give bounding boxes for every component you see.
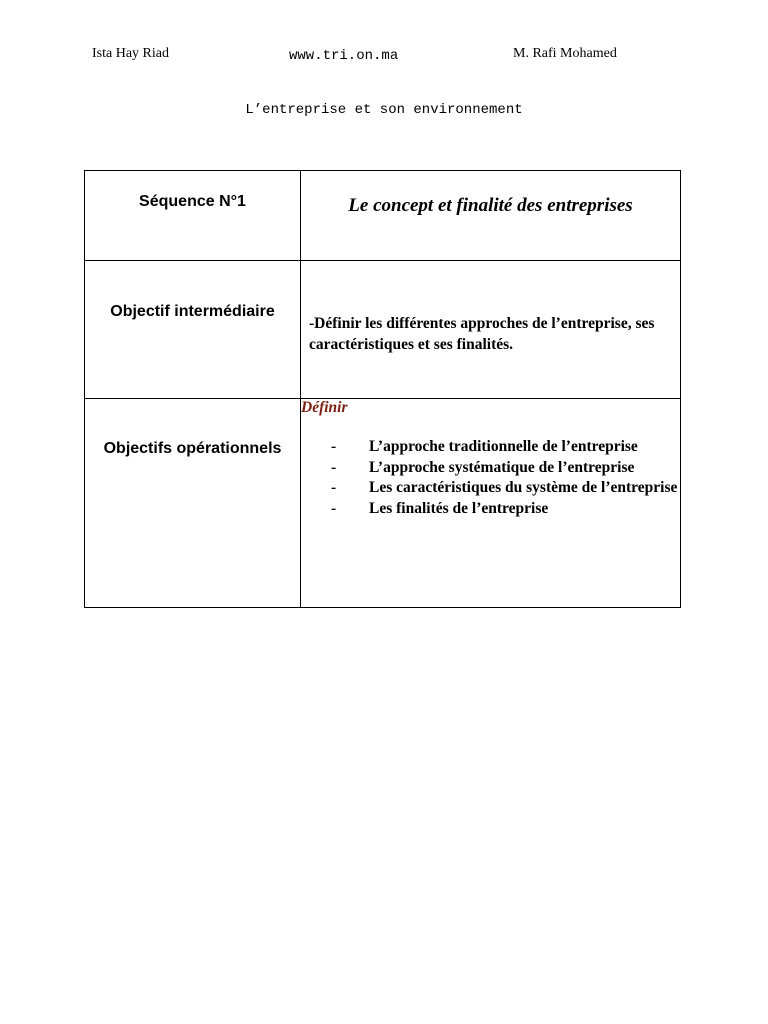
row-label-cell bbox=[85, 261, 301, 399]
list-item-text: L’approche systématique de l’entreprise bbox=[369, 458, 635, 476]
objectives-list bbox=[301, 437, 680, 519]
list-item bbox=[301, 437, 680, 458]
sequence-label: Séquence N°1 bbox=[139, 193, 246, 210]
sequence-table bbox=[84, 170, 681, 608]
dash-bullet: - bbox=[331, 499, 337, 517]
objectives-operational-label: Objectifs opérationnels bbox=[103, 440, 282, 457]
list-item-text: L’approche traditionnelle de l’entreprise bbox=[369, 438, 638, 455]
header-author-text: M. Rafi Mohamed bbox=[513, 46, 617, 61]
list-item bbox=[301, 478, 680, 499]
row-label-cell bbox=[85, 399, 301, 608]
dash-bullet: - bbox=[331, 479, 337, 496]
row-content-cell bbox=[301, 171, 681, 261]
table-row bbox=[85, 171, 681, 261]
row-label-cell bbox=[85, 171, 301, 261]
sequence-title: Le concept et finalité des entreprises bbox=[348, 195, 633, 216]
list-item-text: Les caractéristiques du système de l’entreprise bbox=[369, 479, 678, 496]
header-website-text: www.tri.on.ma bbox=[289, 48, 399, 64]
table-row bbox=[85, 399, 681, 608]
dash-bullet: - bbox=[331, 458, 337, 476]
dash-bullet: - bbox=[331, 438, 337, 455]
list-item bbox=[301, 499, 680, 520]
objective-intermediate-label: Objectif intermédiaire bbox=[110, 303, 275, 320]
header-left-text: Ista Hay Riad bbox=[92, 46, 169, 61]
row-content-cell bbox=[301, 261, 681, 399]
table-row bbox=[85, 261, 681, 399]
objective-intermediate-text: -Définir les différentes approches de l’entreprise, ses caractéristiques et ses finalités. bbox=[309, 315, 655, 353]
document-title: L’entreprise et son environnement bbox=[245, 102, 523, 118]
objectives-heading: Définir bbox=[301, 399, 348, 416]
list-item bbox=[301, 458, 680, 479]
list-item-text: Les finalités de l’entreprise bbox=[369, 499, 549, 517]
row-content-cell bbox=[301, 399, 681, 608]
